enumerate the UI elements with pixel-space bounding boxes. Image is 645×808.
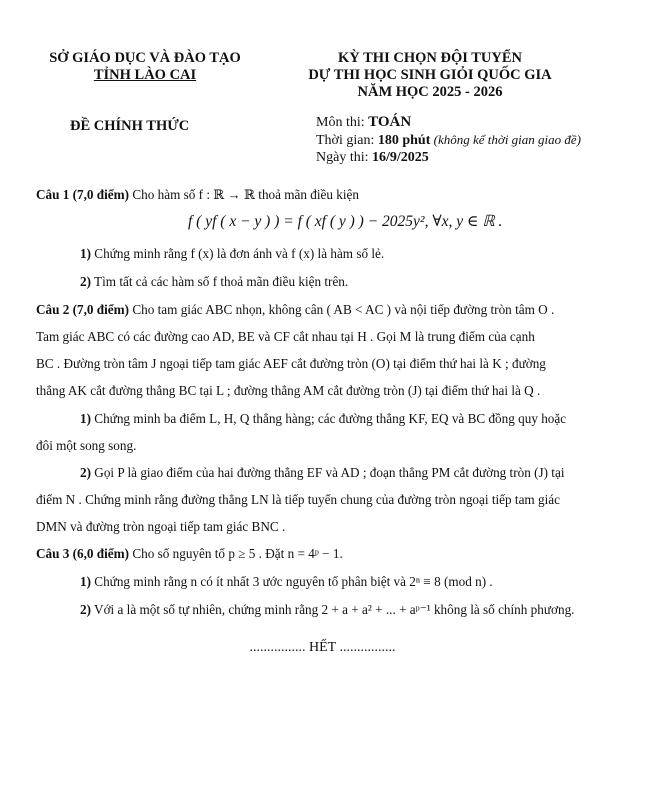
time-label: Thời gian: — [316, 133, 378, 148]
time-value: 180 phút — [377, 133, 431, 148]
school-year: NĂM HỌC 2025 - 2026 — [357, 84, 503, 100]
official-label: ĐỀ CHÍNH THỨC — [70, 118, 190, 134]
time-line — [316, 132, 581, 149]
subject-line — [316, 114, 411, 131]
q3-title: Câu 3 (6,0 điểm) — [36, 546, 130, 561]
date-label: Ngày thi: — [316, 150, 372, 165]
exam-title: KỲ THI CHỌN ĐỘI TUYỂN — [338, 50, 522, 66]
q2-part2-line1: 2) Gọi P là giao điểm của hai đường thẳng EF và AD ; đoạn thẳng PM cắt đường tròn (J) tại — [80, 465, 565, 480]
q2-line1: Câu 2 (7,0 điểm) Cho tam giác ABC nhọn, không cân ( AB < AC ) và nội tiếp đường tròn tâm O . — [36, 302, 555, 317]
date-line — [316, 150, 429, 166]
q1-title: Câu 1 (7,0 điểm) — [36, 187, 130, 202]
q1-part2: 2) Tìm tất cả các hàm số f thoả mãn điều kiện trên. — [80, 274, 349, 289]
q3-intro: Câu 3 (6,0 điểm) Cho số nguyên tố p ≥ 5 . Đặt n = 4ᵖ − 1. — [36, 546, 343, 561]
q2-part1-line1: 1) Chứng minh ba điểm L, H, Q thẳng hàng; các đường thẳng KF, EQ và BC đồng quy hoặc — [80, 411, 567, 426]
q3-part2: 2) Với a là một số tự nhiên, chứng minh rằng 2 + a + a² + ... + aᵖ⁻¹ không là số chính phương. — [80, 602, 575, 617]
q2-line4: thẳng AK cắt đường thẳng BC tại L ; đường thẳng AM cắt đường tròn (J) tại điểm thứ hai là Q . — [36, 383, 541, 398]
q2-line3: BC . Đường tròn tâm J ngoại tiếp tam giác AEF cắt đường tròn (O) tại điểm thứ hai là K ; đường — [36, 356, 546, 371]
province-name: TỈNH LÀO CAI — [93, 67, 197, 83]
q3-part1: 1) Chứng minh rằng n có ít nhất 3 ước nguyên tố phân biệt và 2ⁿ ≡ 8 (mod n) . — [80, 574, 493, 589]
q1-part1: 1) Chứng minh rằng f (x) là đơn ánh và f (x) là hàm số lẻ. — [80, 246, 385, 261]
q2-part2-line3: DMN và đường tròn ngoại tiếp tam giác BNC . — [36, 519, 286, 534]
q1-intro: Câu 1 (7,0 điểm) Cho hàm số f : ℝ → ℝ thoả mãn điều kiện — [36, 187, 360, 202]
q1-equation: f ( yf ( x − y ) ) = f ( xf ( y ) ) − 2025y², ∀x, y ∈ ℝ . — [188, 213, 503, 230]
department-name: SỞ GIÁO DỤC VÀ ĐÀO TẠO — [49, 50, 241, 66]
date-value: 16/9/2025 — [372, 150, 429, 165]
end-marker: ................ HẾT ................ — [249, 640, 396, 655]
subject-value: TOÁN — [368, 114, 412, 130]
q2-line2: Tam giác ABC có các đường cao AD, BE và CF cắt nhau tại H . Gọi M là trung điểm của cạnh — [36, 329, 535, 344]
q2-part2-line2: điểm N . Chứng minh rằng đường thẳng LN là tiếp tuyến chung của đường tròn ngoại tiếp tam giác — [36, 492, 560, 507]
time-note: (không kể thời gian giao đề) — [430, 132, 581, 147]
subject-label: Môn thi: — [316, 115, 369, 130]
q2-title: Câu 2 (7,0 điểm) — [36, 302, 130, 317]
q2-part1-line2: đôi một song song. — [36, 438, 137, 453]
exam-subtitle: DỰ THI HỌC SINH GIỎI QUỐC GIA — [308, 67, 552, 83]
